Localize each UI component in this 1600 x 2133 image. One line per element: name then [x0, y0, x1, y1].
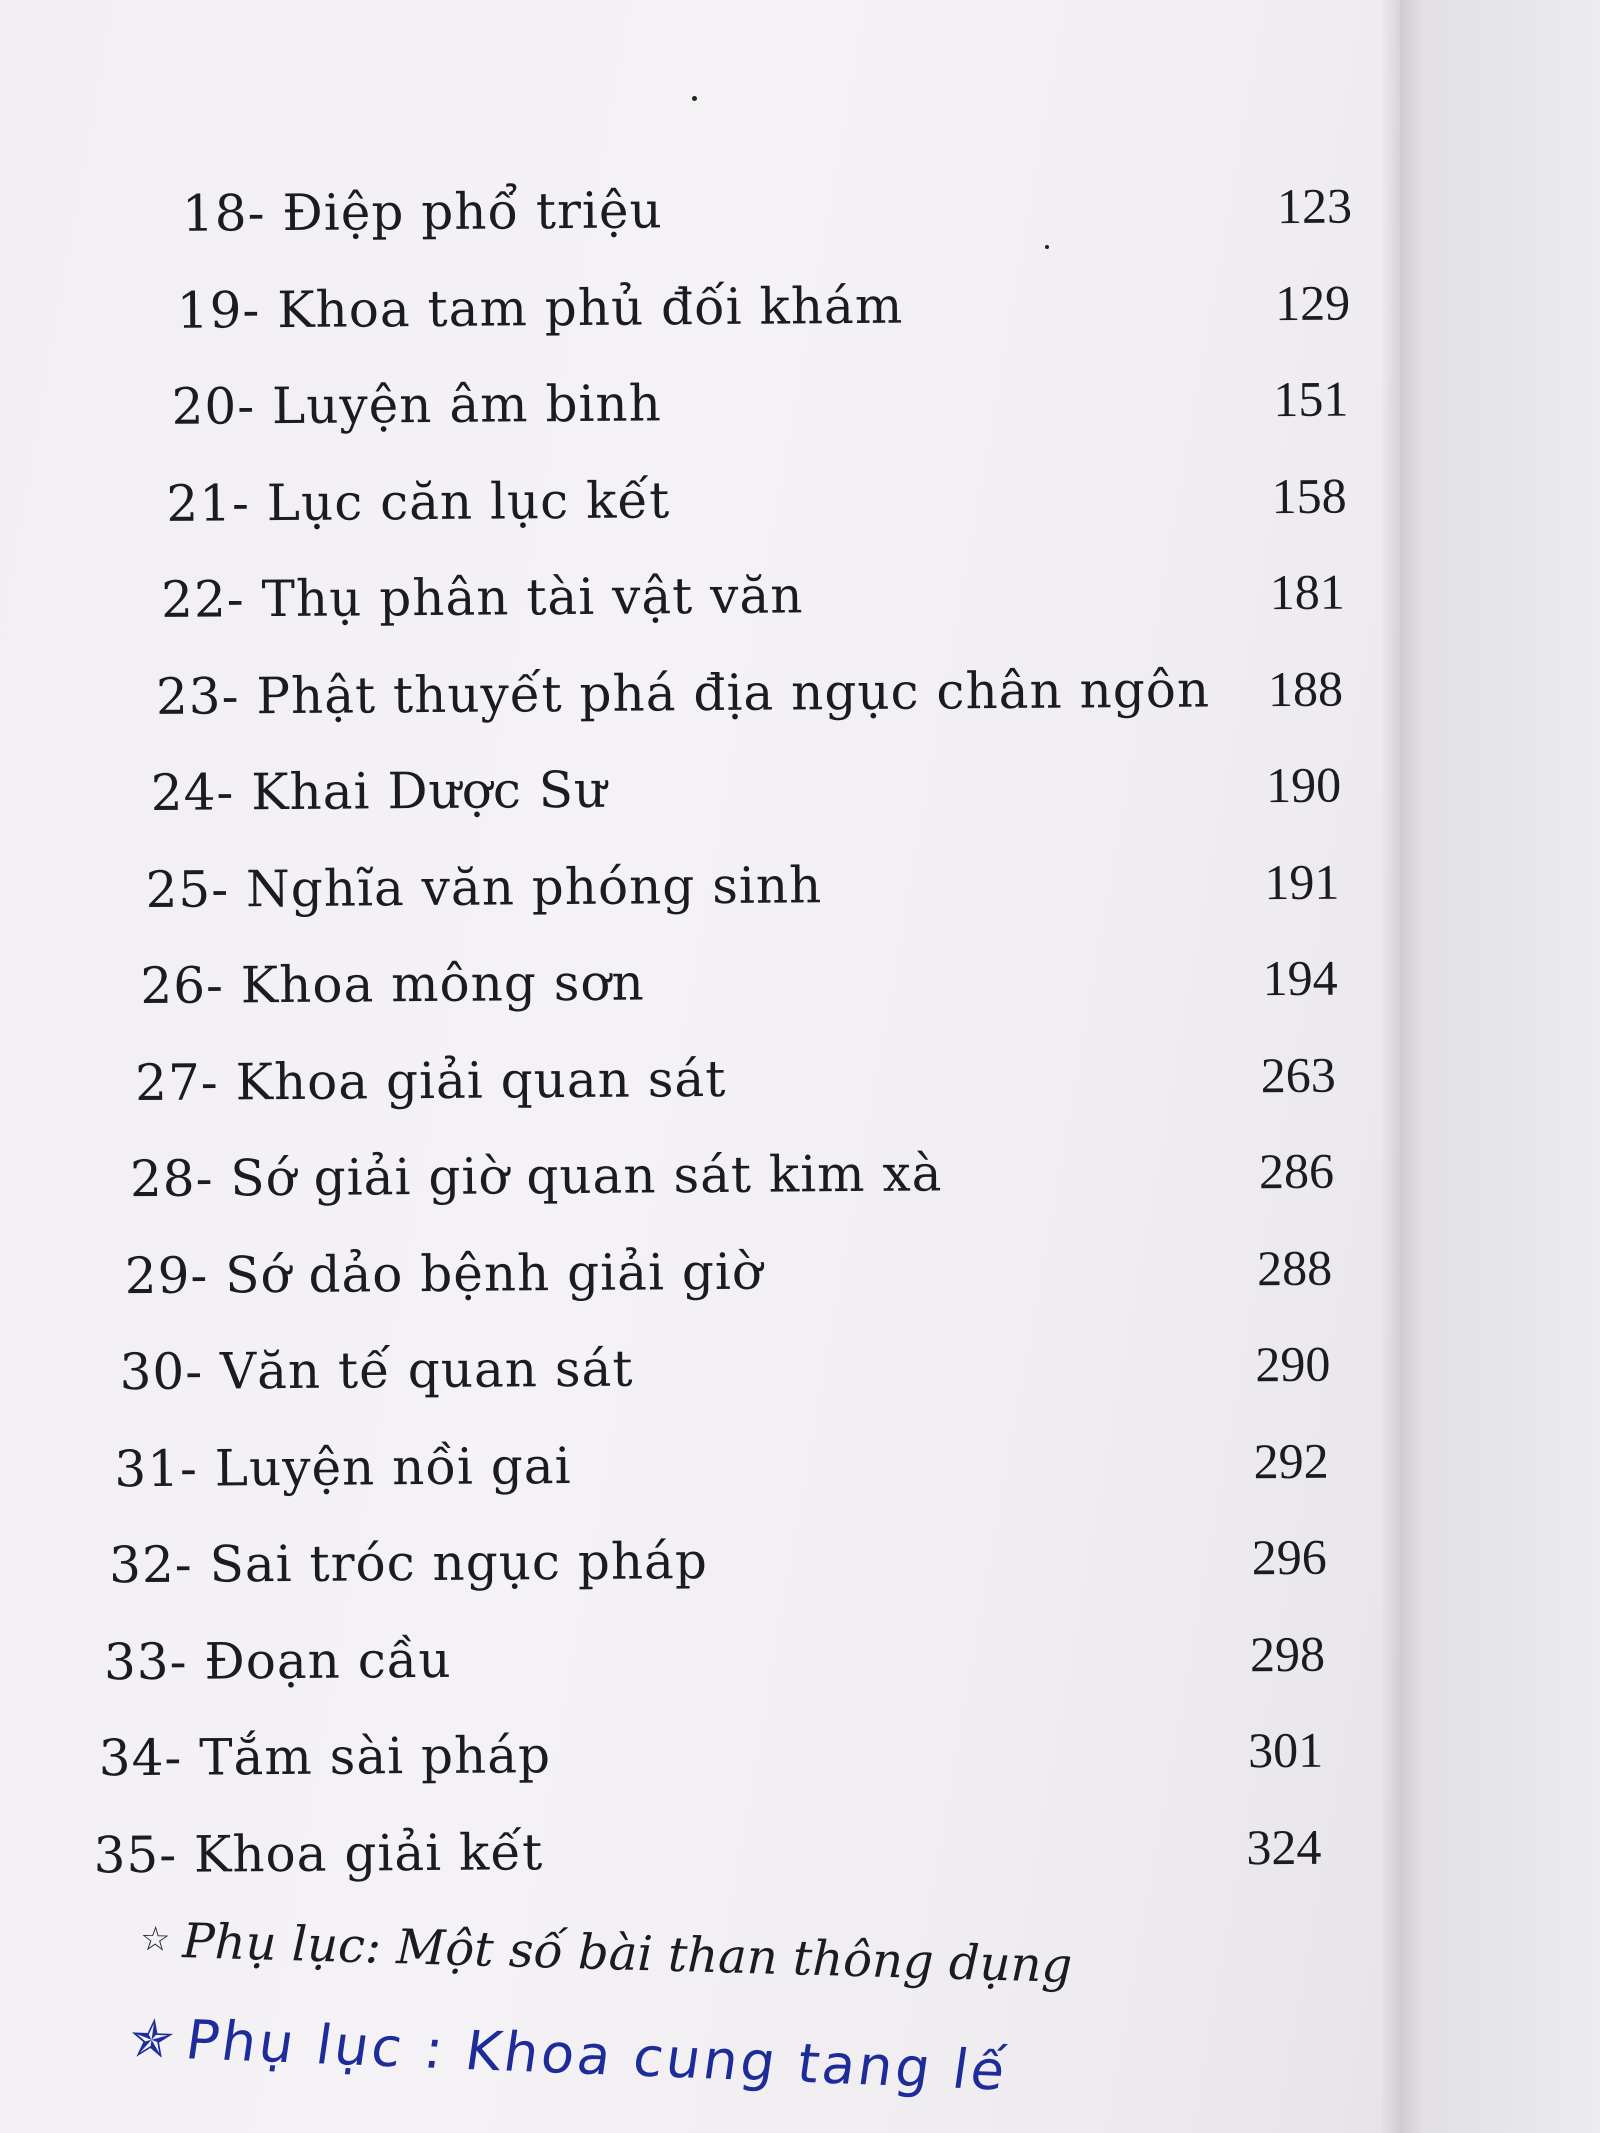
toc-entry-title: 18- Điệp phổ triệu — [181, 181, 663, 243]
toc-entry-page: 181 — [1269, 563, 1345, 621]
toc-entry — [0, 160, 1400, 260]
toc-entry-title: 20- Luyện âm binh — [171, 374, 663, 436]
toc-entry-title: 24- Khai Dược Sư — [150, 760, 608, 822]
toc-entry — [0, 1704, 1400, 1804]
toc-entry-title: 28- Sớ giải giờ quan sát kim xà — [129, 1144, 943, 1209]
toc-entry — [0, 353, 1400, 453]
toc-entry — [0, 1511, 1400, 1611]
toc-entry — [0, 546, 1400, 646]
toc-entry — [0, 1125, 1400, 1225]
toc-entry-page: 158 — [1271, 467, 1347, 524]
toc-entry — [0, 450, 1400, 550]
toc-entry-page: 324 — [1246, 1818, 1322, 1875]
toc-entry-page: 191 — [1264, 853, 1340, 910]
toc-entry — [0, 643, 1400, 743]
toc-entry-page: 298 — [1249, 1625, 1326, 1682]
toc-entry — [0, 1415, 1400, 1515]
toc-entry — [0, 1801, 1400, 1901]
star-outline-icon: ☆ — [139, 1919, 172, 1960]
pen-star-icon: ✯ — [125, 2009, 181, 2071]
toc-entry-page: 194 — [1262, 949, 1338, 1007]
handwritten-note-text: Phụ lục : Khoa cung tang lế — [182, 2008, 1012, 2103]
toc-entry — [0, 1318, 1400, 1418]
toc-entry-page: 301 — [1247, 1721, 1324, 1779]
toc-entry — [0, 1029, 1400, 1129]
toc-entry — [0, 1608, 1400, 1708]
toc-entry-page: 292 — [1253, 1432, 1329, 1489]
toc-entry-title: 19- Khoa tam phủ đối khám — [176, 276, 904, 340]
toc-entry — [0, 1222, 1400, 1322]
toc-entry-title: 21- Lục căn lục kết — [166, 470, 671, 533]
toc-entry-page: 263 — [1260, 1046, 1336, 1103]
toc-entry-page: 286 — [1258, 1142, 1335, 1200]
toc-entry — [0, 836, 1400, 936]
toc-entry-title: 30- Văn tế quan sát — [119, 1339, 634, 1402]
toc-entry-title: 23- Phật thuyết phá địa ngục chân ngôn — [155, 660, 1211, 726]
toc-entry-title: 25- Nghĩa văn phóng sinh — [145, 855, 823, 919]
toc-entry-title: 33- Đoạn cầu — [103, 1630, 452, 1691]
toc-entry-title: 22- Thụ phân tài vật văn — [160, 566, 804, 629]
toc-entry-page: 129 — [1274, 274, 1351, 331]
toc-entry — [0, 932, 1400, 1032]
toc-entry-title: 32- Sai tróc ngục pháp — [108, 1532, 709, 1595]
toc-entry — [0, 739, 1400, 839]
toc-entry-page: 123 — [1276, 177, 1353, 235]
toc-entry-page: 288 — [1256, 1239, 1333, 1296]
toc-entry-page: 151 — [1273, 370, 1349, 428]
background-edge — [1400, 0, 1600, 2133]
toc-entry-page: 296 — [1251, 1528, 1327, 1586]
toc-entry-title: 31- Luyện nồi gai — [114, 1436, 572, 1498]
toc-entry-page: 188 — [1267, 660, 1344, 717]
toc-entry — [0, 257, 1400, 357]
toc-entry-title: 27- Khoa giải quan sát — [134, 1049, 727, 1112]
appendix-text: Phụ lục: Một số bài than thông dụng — [181, 1913, 1073, 1995]
toc-entry-title: 34- Tắm sài pháp — [98, 1726, 552, 1788]
toc-entry-title: 26- Khoa mông sơn — [140, 953, 645, 1016]
toc-entry-title: 29- Sớ dảo bệnh giải giờ — [124, 1242, 764, 1305]
toc-entry-page: 190 — [1265, 756, 1342, 814]
toc-entry-title: 35- Khoa giải kết — [93, 1822, 544, 1884]
toc-entry-page: 290 — [1255, 1335, 1331, 1393]
